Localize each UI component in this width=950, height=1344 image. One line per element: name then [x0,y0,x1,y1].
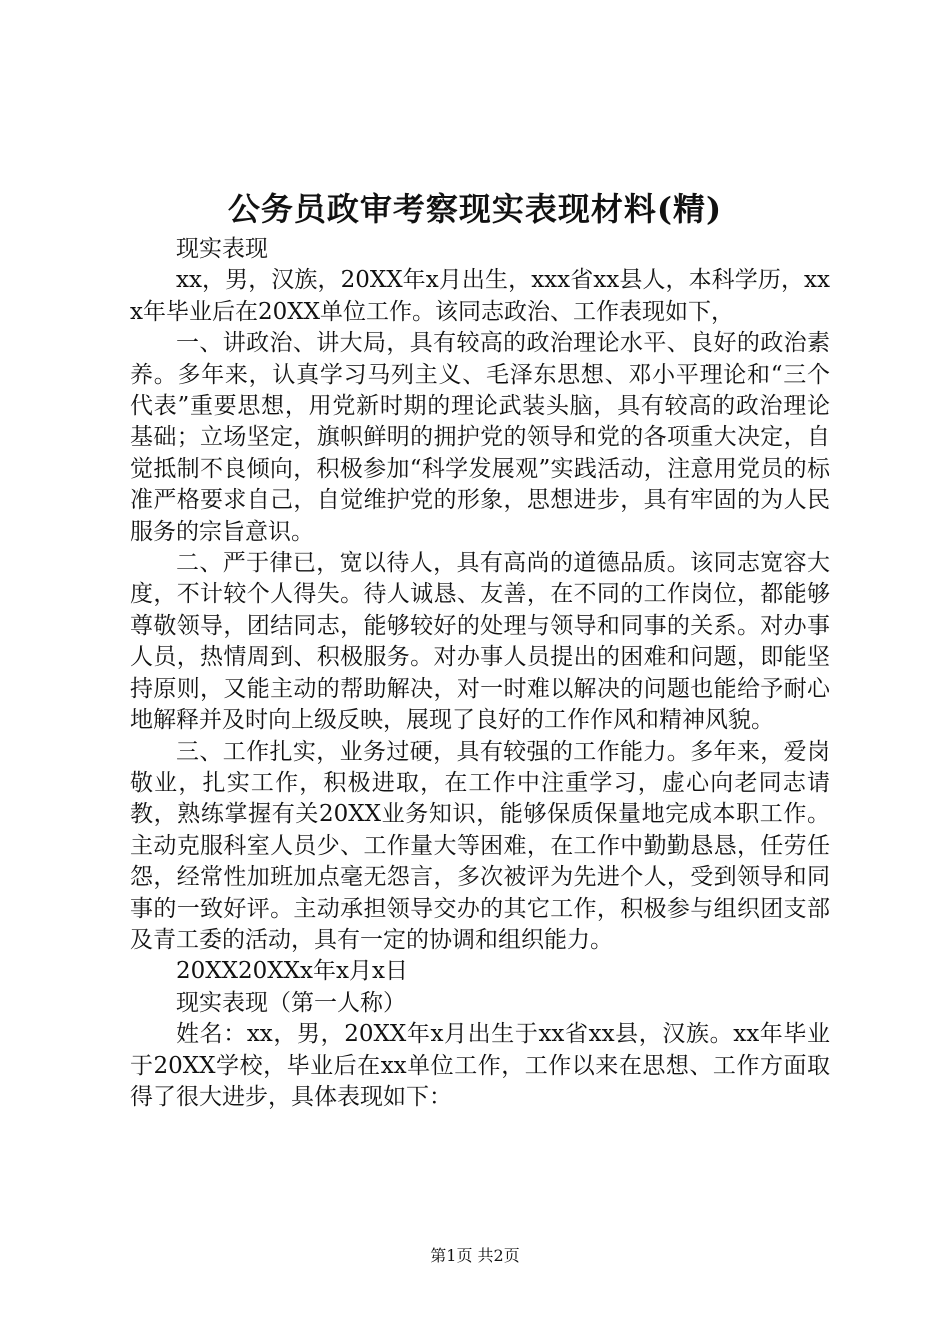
paragraph-heading: 现实表现 [176,236,268,262]
paragraph-intro: xx，男，汉族，20XX年x月出生，xxx省xx县人，本科学历，xxx年毕业后在20XX单位工作。该同志政治、工作表现如下， [130,267,830,325]
page-footer: 第1页 共2页 [430,1246,520,1265]
paragraph-heading-first-person: 现实表现（第一人称） [176,989,406,1016]
paragraph-date: 20XX20XXx年x月x日 [176,958,408,985]
paragraph-section-3: 三、工作扎实，业务过硬，具有较强的工作能力。多年来，爱岗敬业，扎实工作，积极进取，在工作中注重学习，虚心向老同志请教，熟练掌握有关20XX业务知识，能够保质保量地完成本职工作。主动克服科室人员少、工作量大等困难，在工作中勤勤恳恳，任劳任怨，经常性加班加点毫无怨言，多次被评为先进个人，受到领导和同事的一致好评。主动承担领导交办的其它工作，积极参与组织团支部及青工委的活动，具有一定的协调和组织能力。 [130,738,830,953]
paragraph-section-1: 一、讲政治、讲大局，具有较高的政治理论水平、良好的政治素养。多年来，认真学习马列主义、毛泽东思想、邓小平理论和“三个代表”重要思想，用党新时期的理论武装头脑，具有较高的政治理论基础；立场坚定，旗帜鲜明的拥护党的领导和党的各项重大决定，自觉抵制不良倾向，积极参加“科学发展观”实践活动，注意用党员的标准严格要求自己，自觉维护党的形象，思想进步，具有牢固的为人民服务的宗旨意识。 [130,330,830,545]
document-title: 公务员政审考察现实表现材料(精) [227,190,723,228]
document-body [130,234,830,1113]
paragraph-personal-info: 姓名：xx，男，20XX年x月出生于xx省xx县，汉族。xx年毕业于20XX学校，毕业后在xx单位工作，工作以来在思想、工作方面取得了很大进步，具体表现如下： [130,1021,830,1110]
paragraph-section-2: 二、严于律已，宽以待人，具有高尚的道德品质。该同志宽容大度，不计较个人得失。待人诚恳、友善，在不同的工作岗位，都能够尊敬领导，团结同志，能够较好的处理与领导和同事的关系。对办事人员，热情周到、积极服务。对办事人员提出的困难和问题，即能坚持原则，又能主动的帮助解决，对一时难以解决的问题也能给予耐心地解释并及时向上级反映，展现了良好的工作作风和精神风貌。 [130,550,830,734]
